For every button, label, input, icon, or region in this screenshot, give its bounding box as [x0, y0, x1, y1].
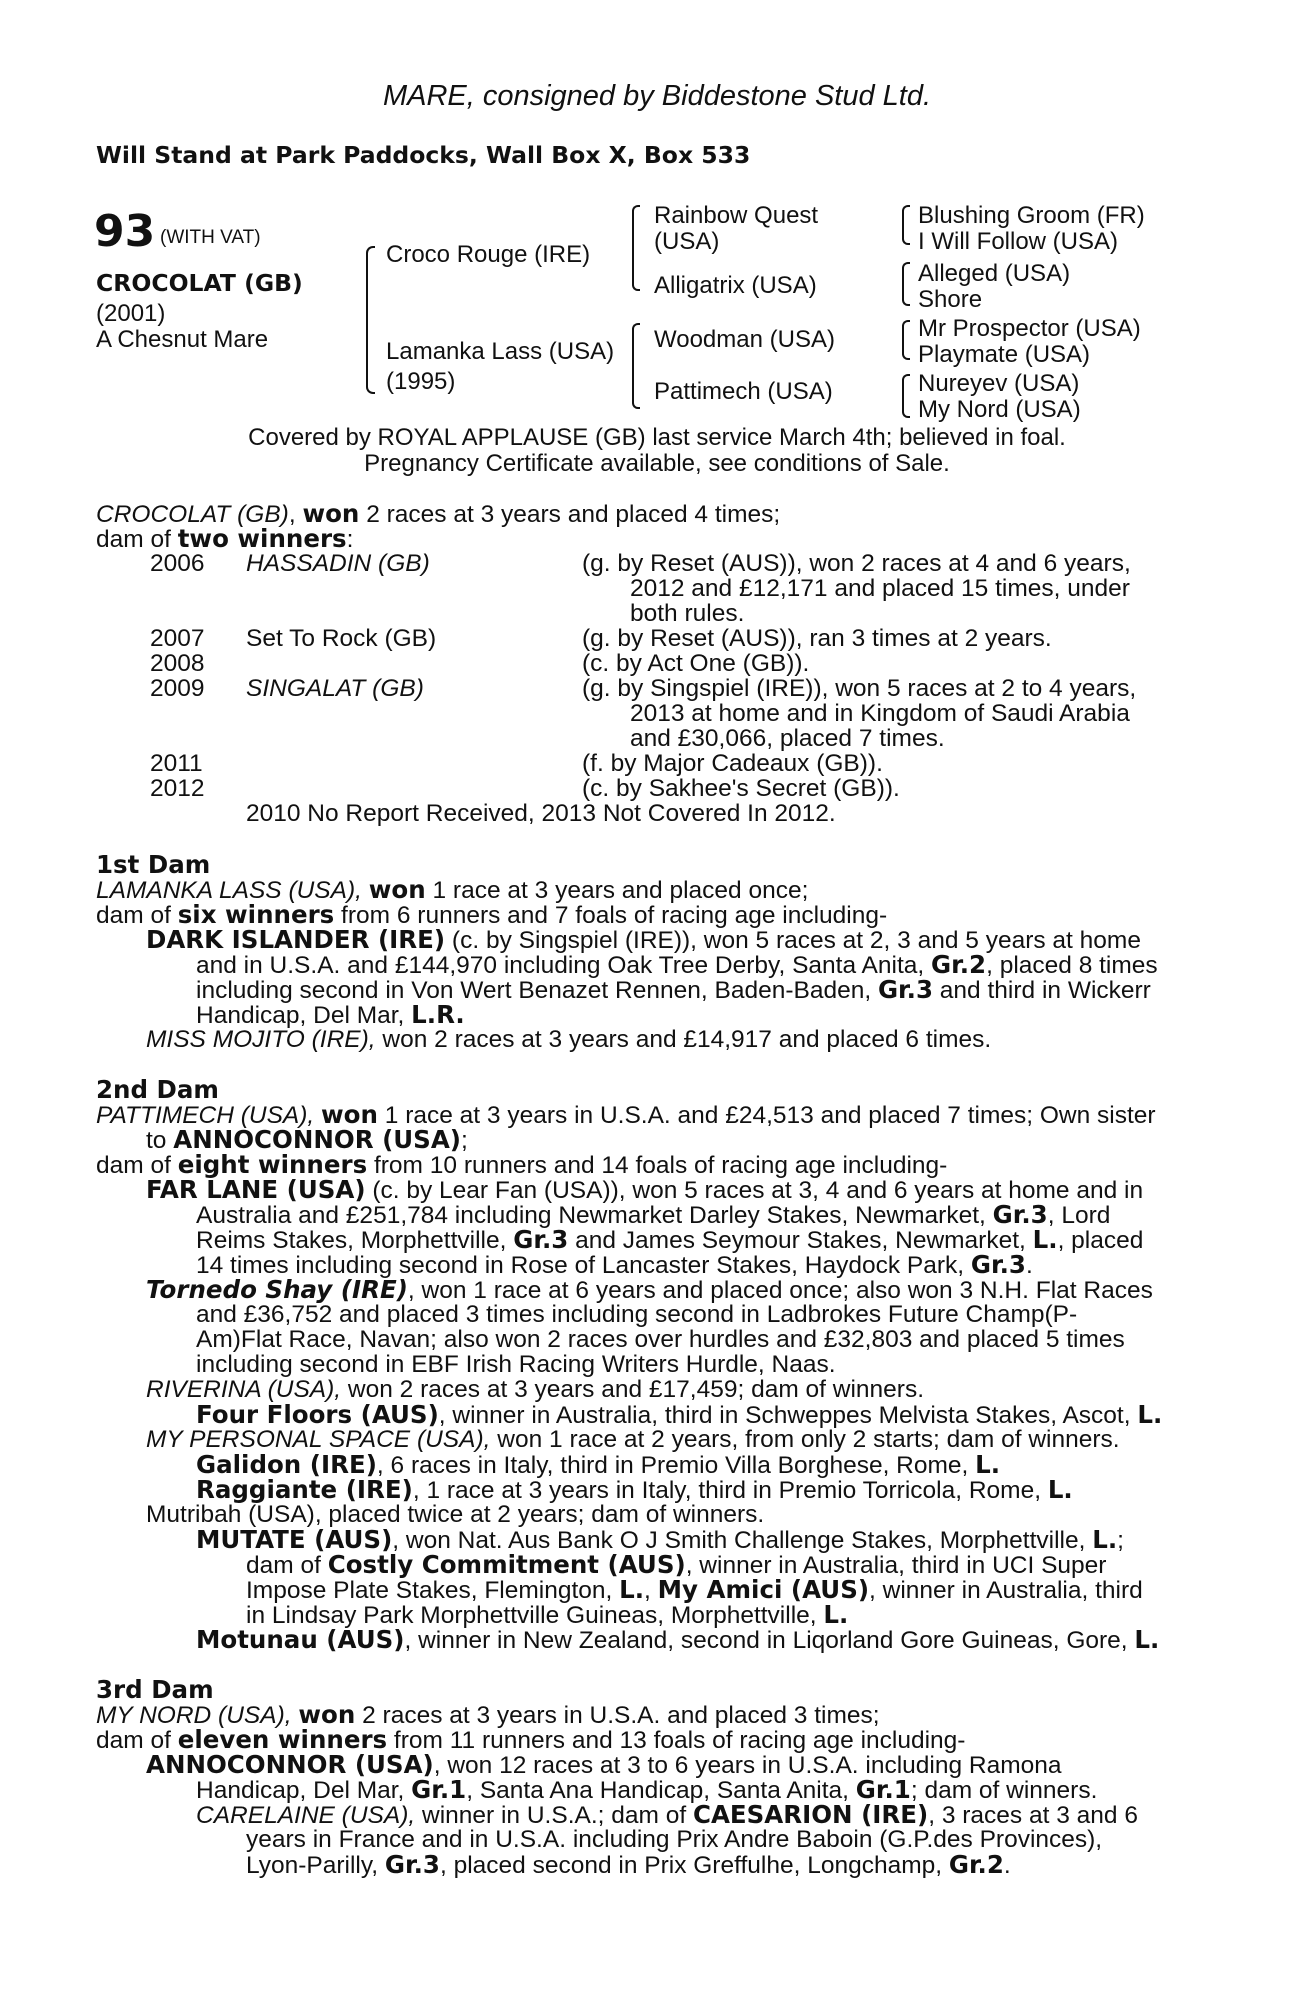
dam2-costly-commitment: dam of Costly Commitment (AUS), winner in Australia, third in UCI Super: [246, 1550, 1107, 1579]
dam3-caesarion-line3: Lyon-Parilly, Gr.3, placed second in Prix Greffulhe, Longchamp, Gr.2.: [246, 1850, 1011, 1879]
lot-year: (2001): [96, 300, 166, 327]
dam3-dam-of: dam of eleven winners from 11 runners and 13 foals of racing age including-: [96, 1725, 966, 1754]
produce-detail: 2013 at home and in Kingdom of Saudi Arabia: [630, 700, 1130, 727]
dam3-heading: 3rd Dam: [96, 1675, 214, 1704]
dam3-caesarion-line2: years in France and in U.S.A. including Prix Andre Baboin (G.P.des Provinces),: [246, 1826, 1103, 1853]
pedigree-brace-gen1: [366, 246, 375, 394]
dam1-record: LAMANKA LASS (USA), won 1 race at 3 years and placed once;: [96, 875, 809, 904]
pedigree-ddd: My Nord (USA): [918, 396, 1081, 423]
pedigree-brace-dam: [632, 323, 640, 409]
lot-number: 93: [94, 206, 156, 257]
pedigree-brace-dd: [902, 374, 910, 418]
dam1-dark-line4: Handicap, Del Mar, L.R.: [196, 1000, 465, 1029]
dam2-far-lane: FAR LANE (USA) (c. by Lear Fan (USA)), won 5 races at 3, 4 and 6 years at home and in: [146, 1175, 1144, 1204]
produce-detail: (g. by Reset (AUS)), won 2 races at 4 and 6 years,: [582, 550, 1131, 577]
produce-name: SINGALAT (GB): [246, 675, 424, 702]
pedigree-sss: Blushing Groom (FR): [918, 202, 1145, 229]
produce-detail: and £30,066, placed 7 times.: [630, 725, 945, 752]
dam1-dark-line2: and in U.S.A. and £144,970 including Oak Tree Derby, Santa Anita, Gr.2, placed 8 times: [196, 950, 1158, 979]
dam3-annoconnor: ANNOCONNOR (USA), won 12 races at 3 to 6 years in U.S.A. including Ramona: [146, 1750, 1062, 1779]
produce-detail: both rules.: [630, 600, 745, 627]
produce-year: 2008: [150, 650, 205, 677]
pedigree-brace-ds: [902, 320, 910, 360]
crocolat-record: CROCOLAT (GB), won 2 races at 3 years and placed 4 times;: [96, 499, 781, 528]
produce-detail: (c. by Sakhee's Secret (GB)).: [582, 775, 900, 802]
produce-detail: (f. by Major Cadeaux (GB)).: [582, 750, 883, 777]
produce-year: 2007: [150, 625, 205, 652]
produce-detail: (c. by Act One (GB)).: [582, 650, 810, 677]
dam3-annoconnor-line2: Handicap, Del Mar, Gr.1, Santa Ana Handicap, Santa Anita, Gr.1; dam of winners.: [196, 1775, 1098, 1804]
dam2-far-line4: 14 times including second in Rose of Lancaster Stakes, Haydock Park, Gr.3.: [196, 1250, 1033, 1279]
pedigree-ssd: I Will Follow (USA): [918, 228, 1119, 255]
dam3-record: MY NORD (USA), won 2 races at 3 years in U.S.A. and placed 3 times;: [96, 1700, 880, 1729]
dam1-heading: 1st Dam: [96, 850, 211, 879]
dam1-dark-line3: including second in Von Wert Benazet Rennen, Baden-Baden, Gr.3 and third in Wickerr: [196, 975, 1151, 1004]
dam2-tornedo-line2: and £36,752 and placed 3 times including second in Ladbrokes Future Champ(P-: [196, 1301, 1078, 1328]
produce-detail: 2012 and £12,171 and placed 15 times, under: [630, 575, 1130, 602]
dam2-mutribah: Mutribah (USA), placed twice at 2 years; dam of winners.: [146, 1501, 765, 1528]
dam2-raggiante: Raggiante (IRE), 1 race at 3 years in Italy, third in Premio Torricola, Rome, L.: [196, 1475, 1073, 1504]
produce-year: 2006: [150, 550, 205, 577]
dam1-dam-of: dam of six winners from 6 runners and 7 foals of racing age including-: [96, 900, 888, 929]
pedigree-brace-sire: [632, 205, 640, 291]
pedigree-ss-line1: Rainbow Quest: [654, 202, 819, 229]
dam2-mutate: MUTATE (AUS), won Nat. Aus Bank O J Smith Challenge Stakes, Morphettville, L.;: [196, 1525, 1124, 1554]
pedigree-dss: Mr Prospector (USA): [918, 315, 1141, 342]
dam2-dam-of: dam of eight winners from 10 runners and 14 foals of racing age including-: [96, 1150, 948, 1179]
pedigree-dsd: Playmate (USA): [918, 341, 1091, 368]
lot-name: CROCOLAT (GB): [96, 269, 303, 297]
lot-description: A Chesnut Mare: [96, 326, 269, 353]
dam2-far-line2: Australia and £251,784 including Newmarket Darley Stakes, Newmarket, Gr.3, Lord: [196, 1200, 1111, 1229]
pedigree-brace-ss: [902, 205, 910, 245]
dam2-galidon: Galidon (IRE), 6 races in Italy, third in Premio Villa Borghese, Rome, L.: [196, 1450, 1001, 1479]
dam2-tornedo-line4: including second in EBF Irish Racing Writers Hurdle, Naas.: [196, 1351, 836, 1378]
vat-label: (WITH VAT): [160, 227, 261, 248]
produce-year: 2009: [150, 675, 205, 702]
dam2-four-floors: Four Floors (AUS), winner in Australia, third in Schweppes Melvista Stakes, Ascot, L.: [196, 1400, 1163, 1429]
produce-detail: (g. by Reset (AUS)), ran 3 times at 2 years.: [582, 625, 1052, 652]
pedigree-dd: Pattimech (USA): [654, 378, 833, 405]
pedigree-ds: Woodman (USA): [654, 326, 835, 353]
pregnancy-line: Pregnancy Certificate available, see conditions of Sale.: [364, 450, 950, 477]
pedigree-sds: Alleged (USA): [918, 260, 1071, 287]
dam1-miss-mojito: MISS MOJITO (IRE), won 2 races at 3 years and £14,917 and placed 6 times.: [146, 1026, 992, 1053]
pedigree-dds: Nureyev (USA): [918, 370, 1080, 397]
produce-name: HASSADIN (GB): [246, 550, 430, 577]
dam2-tornedo-shay: Tornedo Shay (IRE), won 1 race at 6 years and placed once; also won 3 N.H. Flat Races: [146, 1275, 1153, 1304]
location-line: Will Stand at Park Paddocks, Wall Box X, Box 533: [96, 141, 751, 169]
pedigree-sdd: Shore: [918, 286, 983, 313]
covered-line: Covered by ROYAL APPLAUSE (GB) last service March 4th; believed in foal.: [248, 424, 1066, 451]
dam2-my-personal-space: MY PERSONAL SPACE (USA), won 1 race at 2 years, from only 2 starts; dam of winners.: [146, 1426, 1120, 1453]
dam2-heading: 2nd Dam: [96, 1075, 219, 1104]
dam2-riverina: RIVERINA (USA), won 2 races at 3 years and £17,459; dam of winners.: [146, 1376, 925, 1403]
dam2-impose-plate: Impose Plate Stakes, Flemington, L., My Amici (AUS), winner in Australia, third: [246, 1575, 1143, 1604]
pedigree-sire: Croco Rouge (IRE): [386, 241, 591, 268]
dam2-own-sister: to ANNOCONNOR (USA);: [146, 1125, 468, 1154]
page-title: MARE, consigned by Biddestone Stud Ltd.: [382, 80, 932, 112]
dam2-lindsay-park: in Lindsay Park Morphettville Guineas, Morphettville, L.: [246, 1600, 849, 1629]
pedigree-ss-line2: (USA): [654, 228, 720, 255]
pedigree-sd: Alligatrix (USA): [654, 272, 817, 299]
crocolat-dam-of: dam of two winners:: [96, 524, 354, 553]
dam2-tornedo-line3: Am)Flat Race, Navan; also won 2 races over hurdles and £32,803 and placed 5 times: [196, 1326, 1125, 1353]
dam2-motunau: Motunau (AUS), winner in New Zealand, second in Liqorland Gore Guineas, Gore, L.: [196, 1625, 1160, 1654]
pedigree-dam: Lamanka Lass (USA): [386, 338, 615, 365]
dam2-record: PATTIMECH (USA), won 1 race at 3 years in U.S.A. and £24,513 and placed 7 times; Own sister: [96, 1100, 1156, 1129]
produce-year: 2012: [150, 775, 205, 802]
produce-year: 2011: [150, 750, 203, 777]
dam3-carelaine: CARELAINE (USA), winner in U.S.A.; dam of CAESARION (IRE), 3 races at 3 and 6: [196, 1800, 1138, 1829]
dam2-far-line3: Reims Stakes, Morphettville, Gr.3 and James Seymour Stakes, Newmarket, L., placed: [196, 1225, 1144, 1254]
pedigree-brace-sd: [902, 262, 910, 306]
produce-note: 2010 No Report Received, 2013 Not Covered In 2012.: [246, 800, 836, 827]
produce-name: Set To Rock (GB): [246, 625, 437, 652]
pedigree-dam-year: (1995): [386, 368, 456, 395]
produce-detail: (g. by Singspiel (IRE)), won 5 races at 2 to 4 years,: [582, 675, 1137, 702]
dam1-dark-islander: DARK ISLANDER (IRE) (c. by Singspiel (IRE)), won 5 races at 2, 3 and 5 years at home: [146, 925, 1141, 954]
